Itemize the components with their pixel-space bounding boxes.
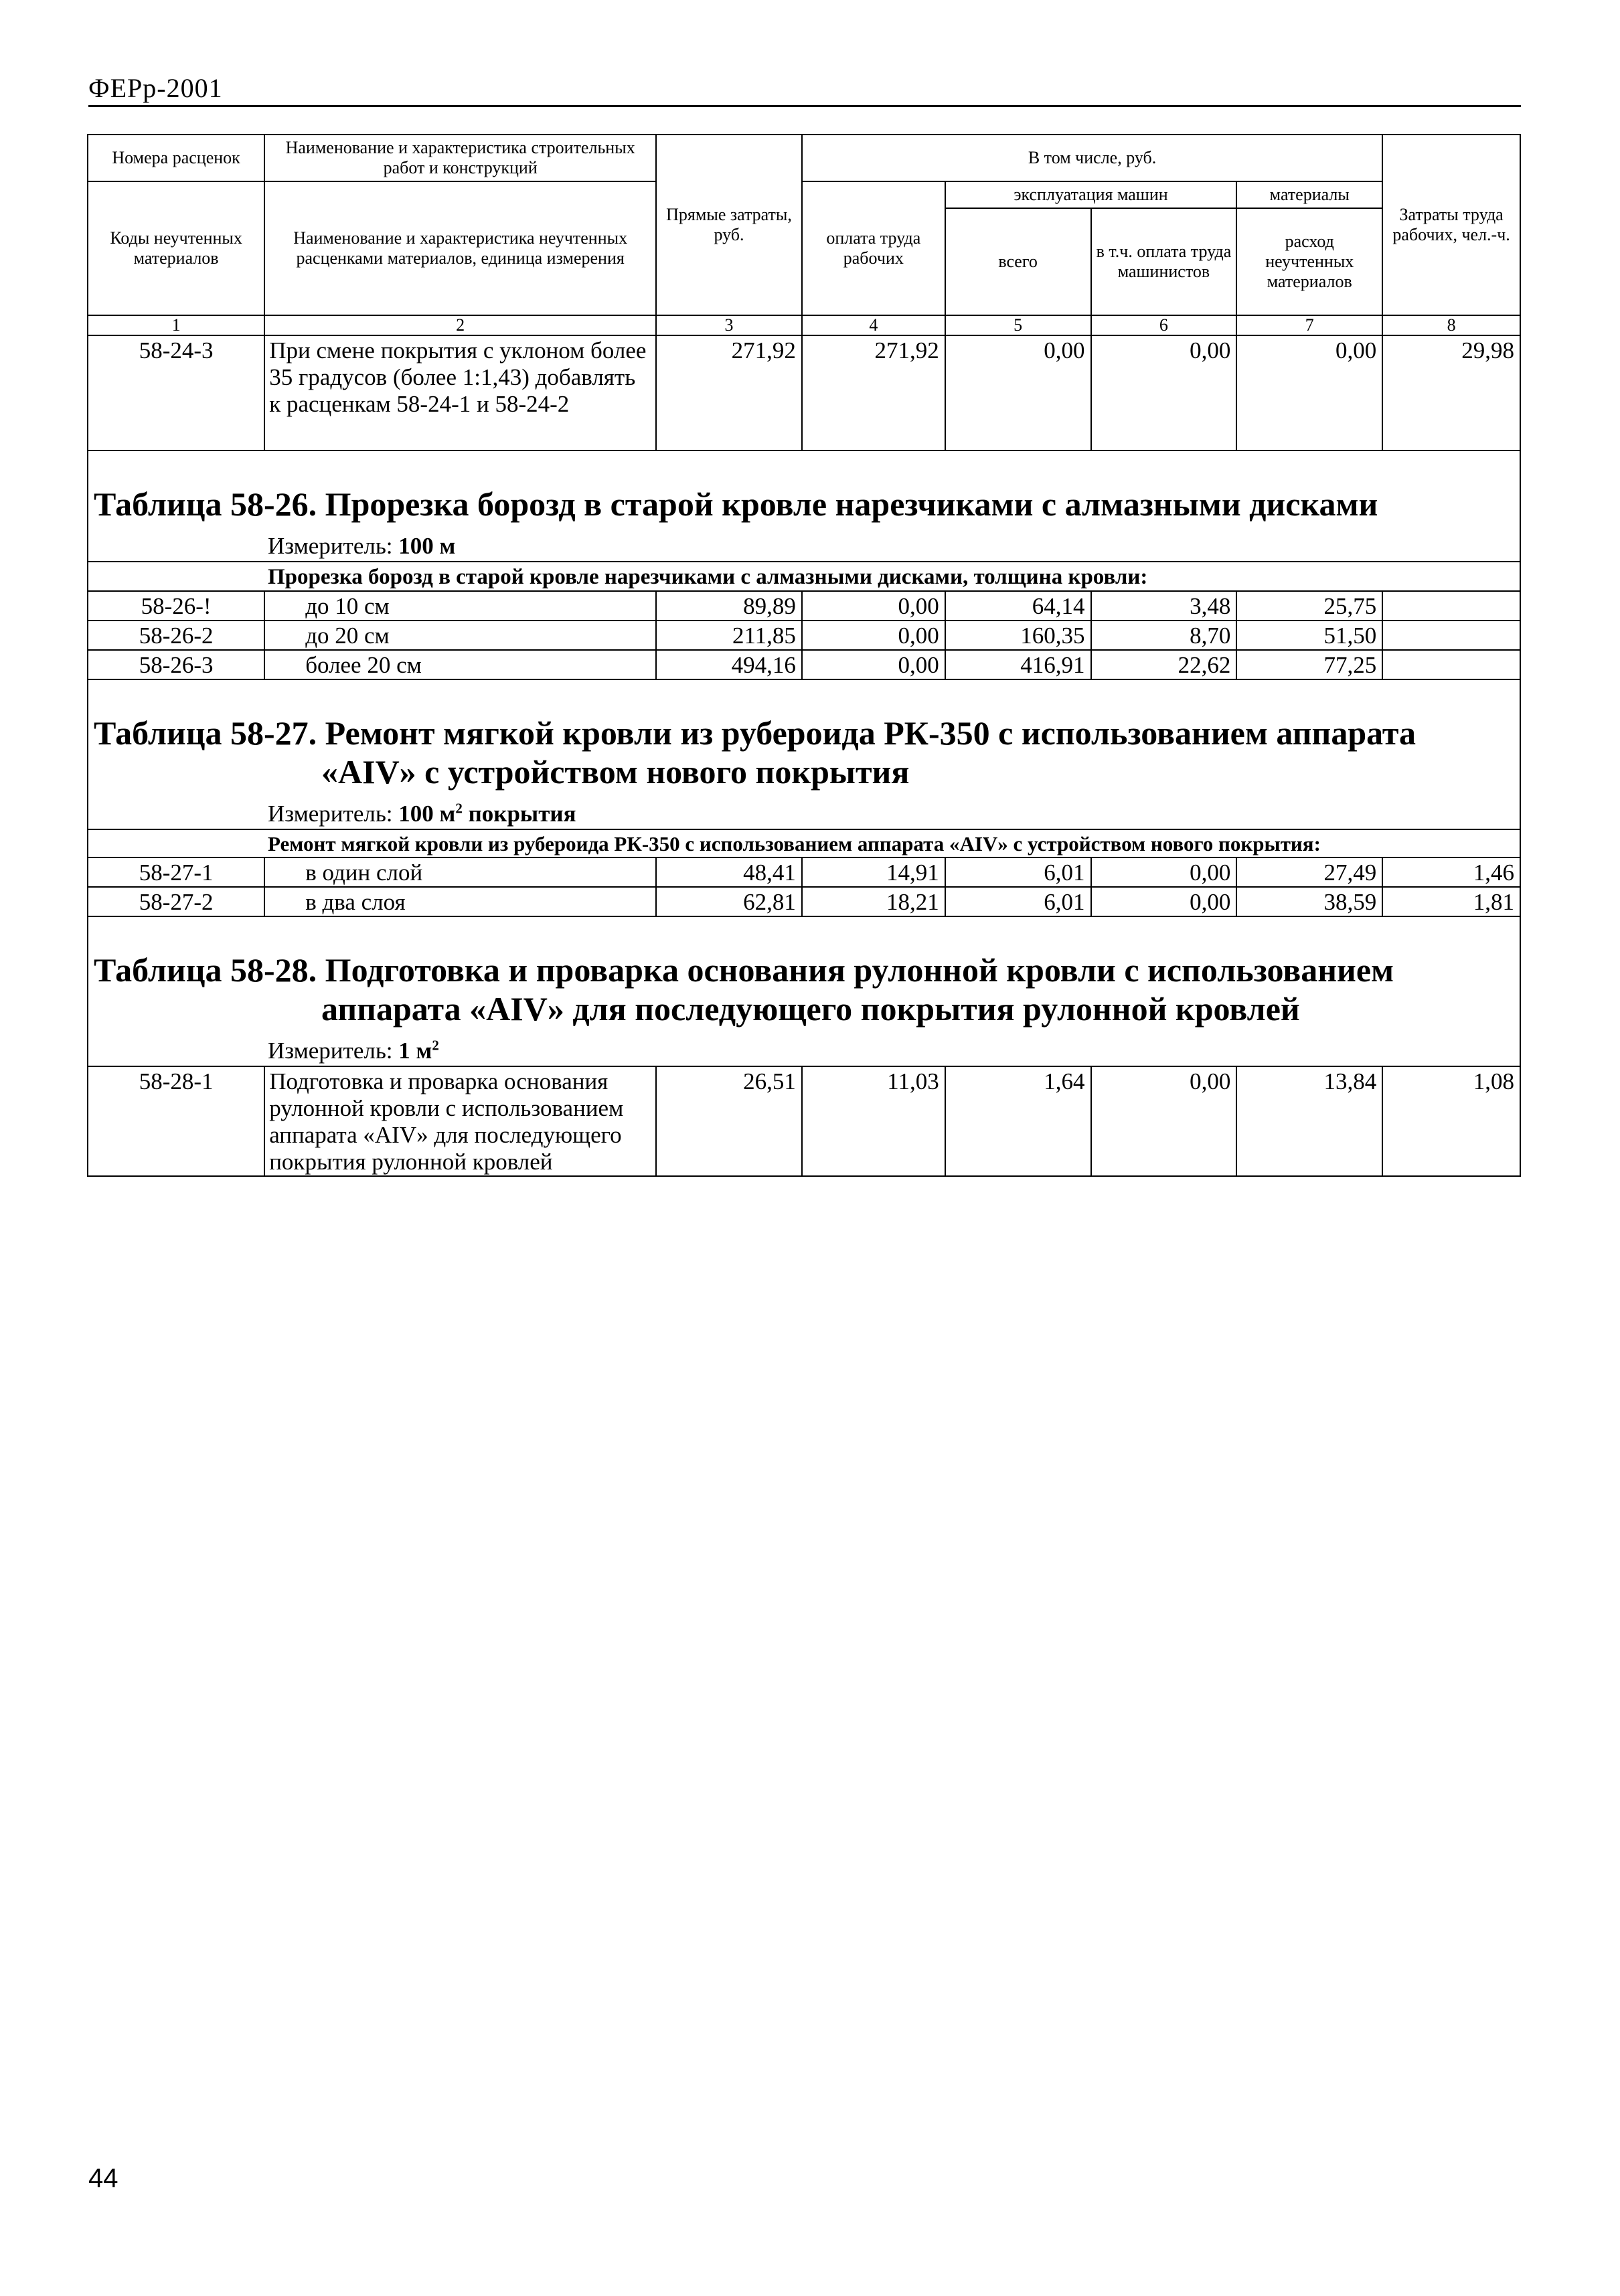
column-index: 2 [264,315,656,335]
machines-total: 0,00 [945,335,1091,450]
rate-code: 58-27-2 [88,887,264,916]
table-title-line: Таблица 58-28. Подготовка и проварка основания рулонной кровли с использованием [94,951,1394,989]
measure-value: 100 $м^2$ покрытия [398,800,576,827]
labor-costs: 1,81 [1382,887,1520,916]
rate-name: в два слоя [264,887,656,916]
materials: 77,25 [1236,650,1382,679]
measure-value: 1 $м^2$ [398,1037,439,1064]
header-machines: эксплуатация машин [945,181,1237,208]
header-including: В том числе, руб. [802,135,1382,181]
header-code-bottom: Коды неучтенных материалов [88,181,264,315]
table-row [88,857,1520,887]
direct-costs: 271,92 [656,335,802,450]
header-machines-total: всего [945,208,1091,315]
header-materials: материалы [1236,181,1382,208]
drivers-pay: 0,00 [1091,887,1237,916]
measure-unit [88,797,1520,829]
table-row [88,335,1520,450]
labor-pay: 14,91 [802,857,945,887]
direct-costs: 494,16 [656,650,802,679]
measure-value: 100 м [398,533,456,559]
column-index: 1 [88,315,264,335]
table-title [88,450,1520,529]
drivers-pay: 8,70 [1091,621,1237,650]
machines-total: 160,35 [945,621,1091,650]
header-drivers-pay: в т.ч. оплата труда машинистов [1091,208,1237,315]
labor-pay: 0,00 [802,591,945,621]
column-index: 4 [802,315,945,335]
header-unaccounted-materials: расход неучтенных материалов [1236,208,1382,315]
machines-total: 64,14 [945,591,1091,621]
rate-code: 58-28-1 [88,1066,264,1176]
measure-label: Измеритель: [268,801,393,827]
header-rule [88,105,1521,107]
labor-costs [1382,591,1520,621]
labor-pay: 271,92 [802,335,945,450]
rate-name: до 10 см [264,591,656,621]
table-title-text: Таблица 58-26. Прорезка борозд в старой кровле нарезчиками с алмазными дисками [94,485,1378,523]
table-row [88,1066,1520,1176]
table-row [88,887,1520,916]
rate-code: 58-26-3 [88,650,264,679]
column-index: 8 [1382,315,1520,335]
labor-costs [1382,650,1520,679]
header-labor-costs: Затраты труда рабочих, чел.-ч. [1382,135,1520,315]
rate-name: Подготовка и проварка основания рулонной кровли с использованием аппарата «AIV» для последующего покрытия рулонной кровлей [264,1066,656,1176]
table-row [88,621,1520,650]
header-name-top: Наименование и характеристика строительных работ и конструкций [264,135,656,181]
direct-costs: 211,85 [656,621,802,650]
table-row [88,591,1520,621]
header-code-top: Номера расценок [88,135,264,181]
materials: 0,00 [1236,335,1382,450]
direct-costs: 26,51 [656,1066,802,1176]
drivers-pay: 3,48 [1091,591,1237,621]
labor-costs: 1,46 [1382,857,1520,887]
rate-code: 58-24-3 [88,335,264,450]
drivers-pay: 0,00 [1091,1066,1237,1176]
drivers-pay: 22,62 [1091,650,1237,679]
rate-name: При смене покрытия с уклоном более 35 градусов (более 1:1,43) добавлять к расценкам 58-24-1 и 58-24-2 [264,335,656,450]
table-row [88,650,1520,679]
measure-unit [88,1034,1520,1066]
labor-costs: 1,08 [1382,1066,1520,1176]
group-heading: Прорезка борозд в старой кровле нарезчиками с алмазными дисками, толщина кровли: [88,562,1520,591]
materials: 13,84 [1236,1066,1382,1176]
measure-label: Измеритель: [268,1038,393,1064]
measure-unit [88,529,1520,562]
materials: 27,49 [1236,857,1382,887]
machines-total: 6,01 [945,887,1091,916]
labor-pay: 18,21 [802,887,945,916]
column-index: 3 [656,315,802,335]
machines-total: 1,64 [945,1066,1091,1176]
materials: 51,50 [1236,621,1382,650]
table-title-line: аппарата «AIV» для последующего покрытия рулонной кровлей [321,990,1300,1028]
measure-label: Измеритель: [268,533,393,559]
direct-costs: 48,41 [656,857,802,887]
table-title-line: Таблица 58-27. Ремонт мягкой кровли из рубероида РК-350 с использованием аппарата [94,714,1416,752]
labor-pay: 0,00 [802,621,945,650]
rate-code: 58-26-2 [88,621,264,650]
rate-name: более 20 см [264,650,656,679]
drivers-pay: 0,00 [1091,335,1237,450]
header-direct-costs: Прямые затраты, руб. [656,135,802,315]
rates-table [87,134,1521,1177]
rate-name: до 20 см [264,621,656,650]
table-title [88,679,1520,797]
labor-pay: 0,00 [802,650,945,679]
rate-code: 58-27-1 [88,857,264,887]
direct-costs: 89,89 [656,591,802,621]
rate-code: 58-26-! [88,591,264,621]
table-title-line: «AIV» с устройством нового покрытия [321,753,910,791]
table-title [88,916,1520,1034]
drivers-pay: 0,00 [1091,857,1237,887]
machines-total: 6,01 [945,857,1091,887]
column-index: 6 [1091,315,1237,335]
rate-name: в один слой [264,857,656,887]
header-name-bottom: Наименование и характеристика неучтенных расценками материалов, единица измерения [264,181,656,315]
direct-costs: 62,81 [656,887,802,916]
column-index: 5 [945,315,1091,335]
labor-costs [1382,621,1520,650]
machines-total: 416,91 [945,650,1091,679]
group-heading: Ремонт мягкой кровли из рубероида РК-350 с использованием аппарата «AIV» с устройством нового покрытия: [88,829,1520,857]
page-header: ФЕРр-2001 [88,73,223,103]
header-labor-pay: оплата труда рабочих [802,181,945,315]
column-index: 7 [1236,315,1382,335]
page-number: 44 [88,2163,118,2193]
labor-pay: 11,03 [802,1066,945,1176]
materials: 25,75 [1236,591,1382,621]
labor-costs: 29,98 [1382,335,1520,450]
materials: 38,59 [1236,887,1382,916]
